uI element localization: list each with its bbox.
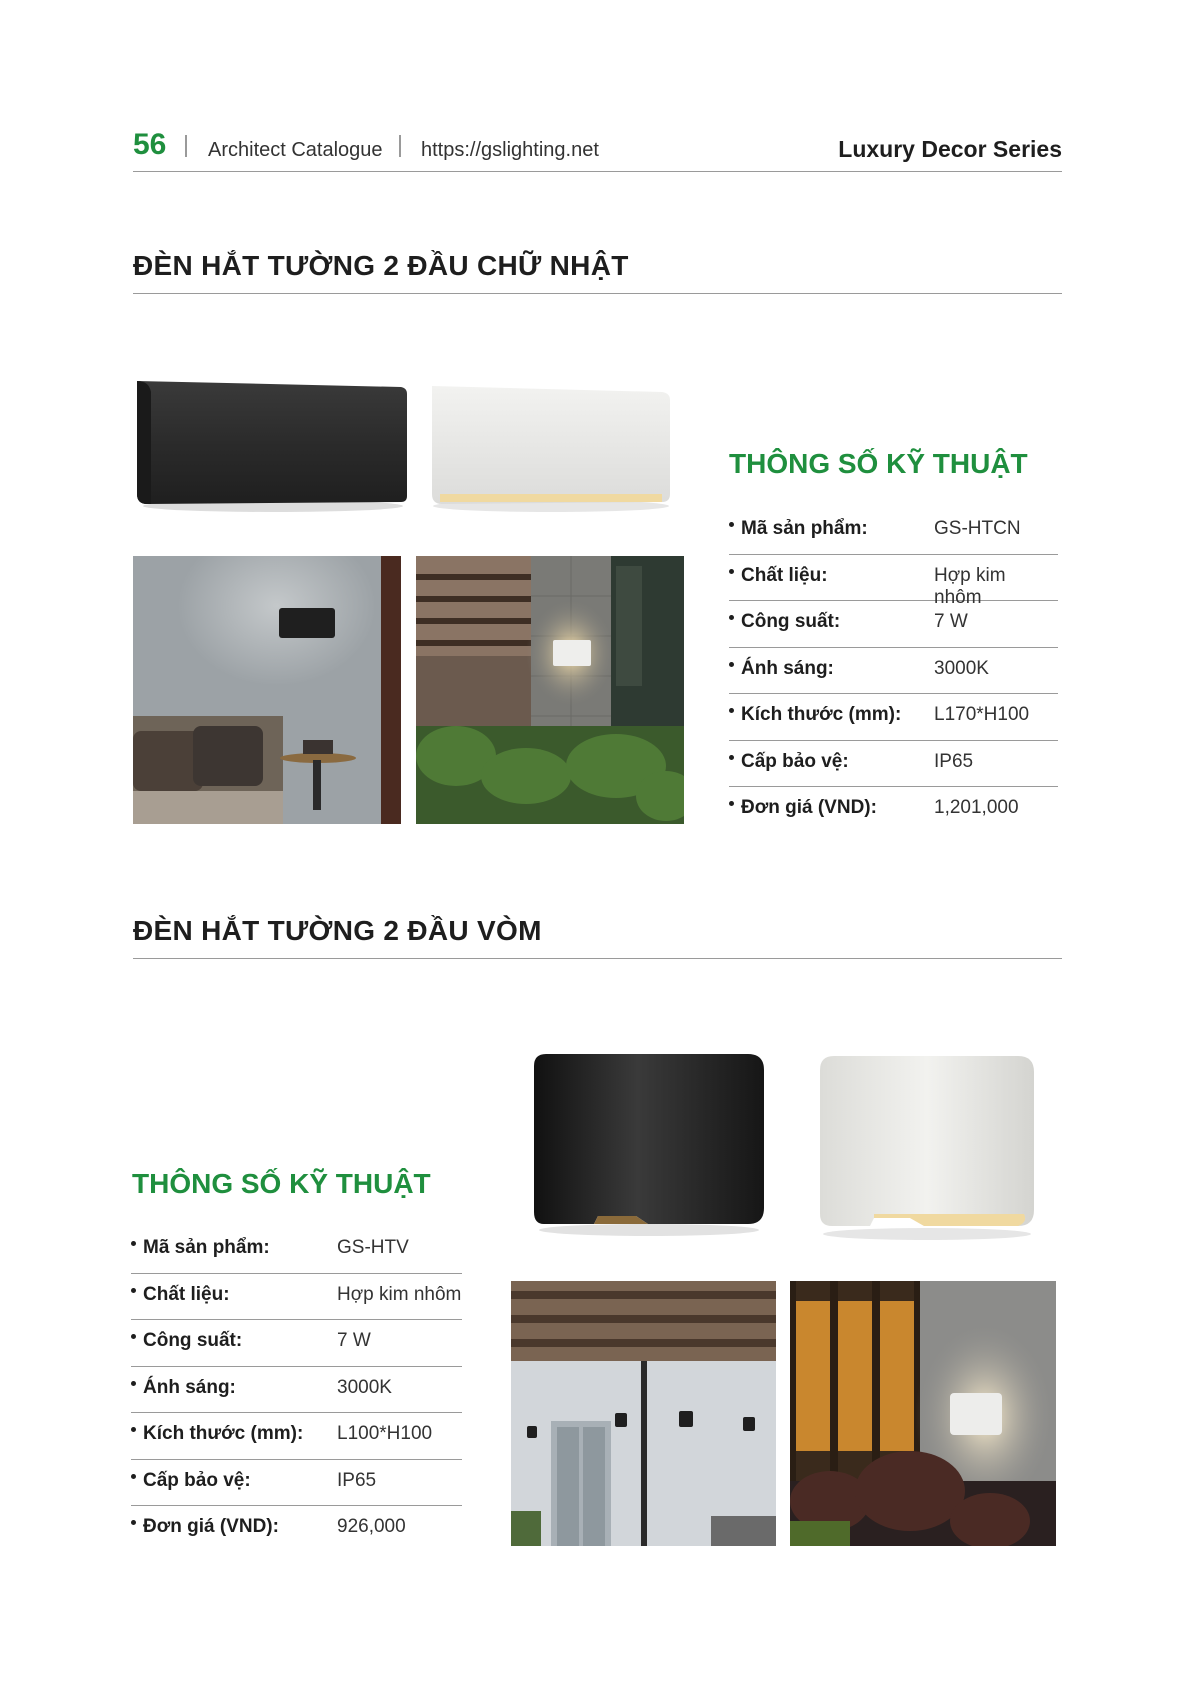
spec-label: Ánh sáng:: [143, 1376, 236, 1398]
spec-value: 7 W: [934, 611, 968, 632]
header-divider: [185, 135, 187, 157]
spec-table: [729, 508, 1058, 834]
bullet-icon: [131, 1427, 136, 1432]
page-number: 56: [133, 128, 167, 161]
catalogue-name: Architect Catalogue: [208, 139, 383, 161]
spec-value: 1,201,000: [934, 797, 1019, 818]
section-title: ĐÈN HẮT TƯỜNG 2 ĐẦU VÒM: [133, 915, 1062, 959]
spec-label: Chất liệu:: [741, 564, 828, 586]
spec-value: 7 W: [337, 1330, 371, 1351]
series-name: Luxury Decor Series: [838, 136, 1062, 162]
bullet-icon: [729, 569, 734, 574]
spec-row: [131, 1460, 462, 1507]
spec-label: Cấp bảo vệ:: [741, 750, 849, 772]
bullet-icon: [131, 1288, 136, 1293]
spec-label: Ánh sáng:: [741, 657, 834, 679]
page-header: [133, 128, 1062, 172]
spec-row: [729, 555, 1058, 608]
product-image-black-rect: [133, 378, 411, 518]
bullet-icon: [729, 755, 734, 760]
lifestyle-image-living-room: [133, 556, 401, 824]
spec-row: [131, 1367, 462, 1414]
lifestyle-image-night-exterior: [790, 1281, 1056, 1546]
bullet-icon: [131, 1381, 136, 1386]
lifestyle-image-facade: [511, 1281, 776, 1546]
bullet-icon: [729, 801, 734, 806]
spec-label: Cấp bảo vệ:: [143, 1469, 251, 1491]
spec-value: 3000K: [337, 1376, 392, 1398]
bullet-icon: [729, 522, 734, 527]
spec-row: [729, 601, 1058, 648]
spec-value: GS-HTV: [337, 1237, 409, 1258]
spec-row: [729, 694, 1058, 741]
spec-value: Hợp kim nhôm: [337, 1283, 462, 1305]
spec-row: [729, 787, 1058, 834]
spec-row: [131, 1506, 462, 1553]
spec-row: [729, 648, 1058, 695]
bullet-icon: [131, 1334, 136, 1339]
spec-row: [729, 508, 1058, 555]
header-divider: [399, 135, 401, 157]
section-title: ĐÈN HẮT TƯỜNG 2 ĐẦU CHỮ NHẬT: [133, 250, 1062, 294]
spec-value: L170*H100: [934, 704, 1030, 725]
spec-label: Kích thước (mm):: [741, 704, 902, 725]
product-image-black-dome: [528, 1048, 770, 1240]
spec-value: 926,000: [337, 1516, 406, 1537]
spec-label: Mã sản phẩm:: [741, 518, 868, 539]
spec-value: Hợp kim nhôm: [934, 564, 1006, 608]
bullet-icon: [729, 615, 734, 620]
spec-value: GS-HTCN: [934, 518, 1021, 539]
spec-label: Mã sản phẩm:: [143, 1237, 270, 1258]
product-image-white-rect: [426, 382, 676, 517]
spec-label: Công suất:: [143, 1330, 243, 1351]
product-image-white-dome: [814, 1050, 1040, 1244]
bullet-icon: [131, 1474, 136, 1479]
lifestyle-image-patio: [416, 556, 684, 824]
spec-label: Công suất:: [741, 611, 841, 632]
spec-value: L100*H100: [337, 1423, 433, 1444]
spec-label: Đơn giá (VND):: [741, 797, 877, 818]
spec-value: IP65: [934, 750, 974, 772]
spec-row: [131, 1227, 462, 1274]
spec-table: [131, 1227, 462, 1553]
website-link[interactable]: https://gslighting.net: [421, 139, 599, 161]
bullet-icon: [729, 662, 734, 667]
bullet-icon: [131, 1241, 136, 1246]
spec-label: Kích thước (mm):: [143, 1423, 304, 1444]
bullet-icon: [131, 1520, 136, 1525]
spec-row: [131, 1320, 462, 1367]
spec-value: 3000K: [934, 657, 989, 679]
spec-row: [131, 1274, 462, 1321]
spec-title: THÔNG SỐ KỸ THUẬT: [132, 1168, 431, 1199]
spec-row: [729, 741, 1058, 788]
bullet-icon: [729, 708, 734, 713]
spec-label: Đơn giá (VND):: [143, 1516, 279, 1537]
spec-title: THÔNG SỐ KỸ THUẬT: [729, 448, 1028, 479]
spec-label: Chất liệu:: [143, 1283, 230, 1305]
spec-value: IP65: [337, 1469, 377, 1491]
spec-row: [131, 1413, 462, 1460]
